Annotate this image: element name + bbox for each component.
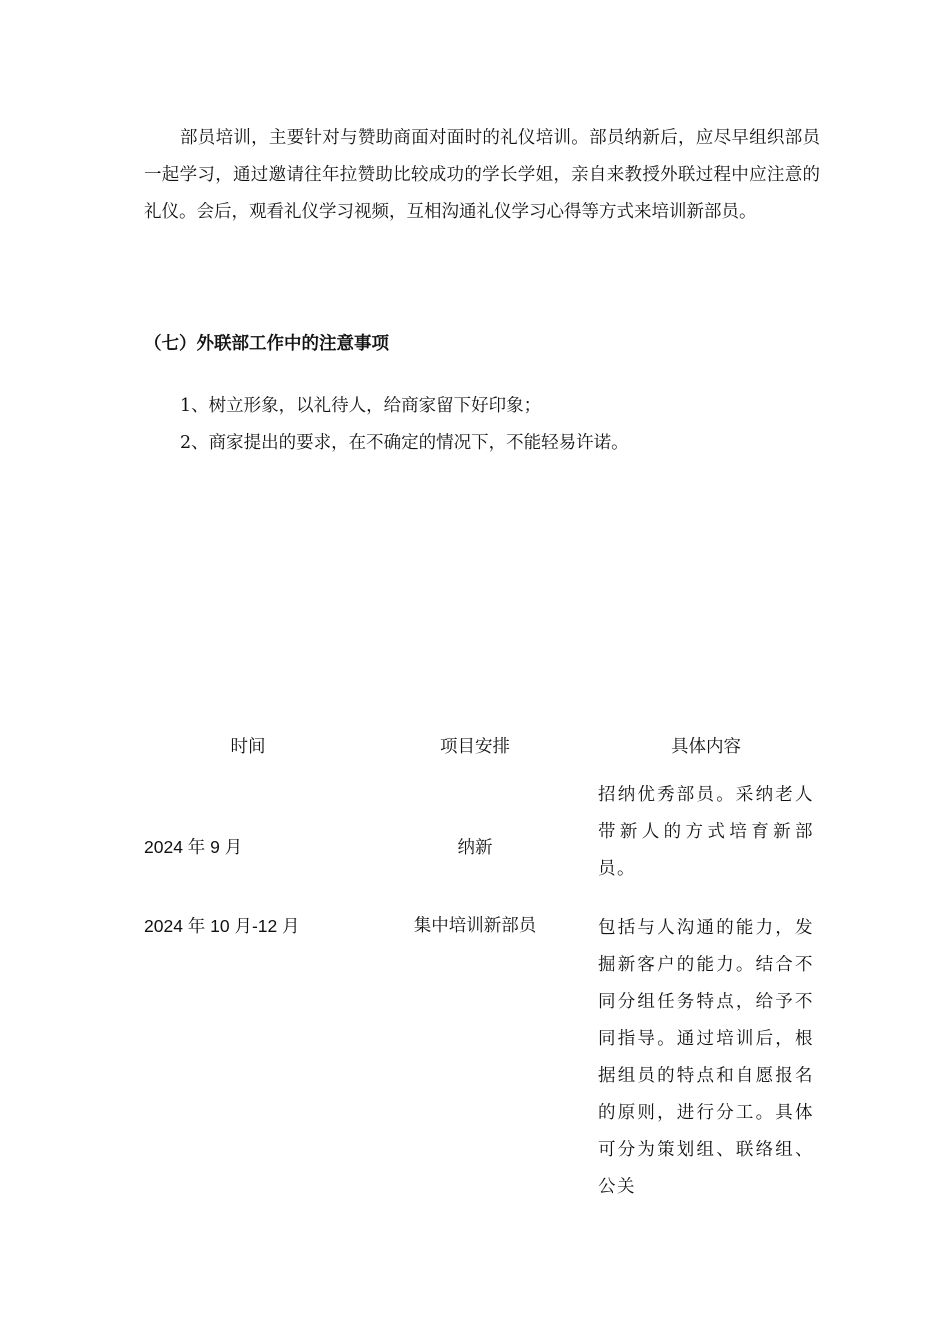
cell-content: 包括与人沟通的能力，发掘新客户的能力。结合不同分组任务特点，给予不同指导。通过培训后，根据组员的特点和自愿报名的原则，进行分工。具体可分为策划组、联络组、公关 bbox=[598, 918, 814, 1197]
header-project: 项目安排 bbox=[440, 736, 510, 757]
table-row bbox=[144, 888, 814, 1206]
list-item: 1、树立形象，以礼待人，给商家留下好印象； bbox=[180, 396, 542, 416]
table-row bbox=[144, 764, 814, 888]
cell-time: 2024 年 10 月-12 月 bbox=[144, 916, 300, 936]
list-item: 2、商家提出的要求，在不确定的情况下，不能轻易许诺。 bbox=[180, 433, 629, 453]
schedule-table bbox=[144, 726, 814, 1206]
cell-time: 2024 年 9 月 bbox=[144, 836, 243, 857]
table-header-row bbox=[144, 726, 814, 764]
training-paragraph: 部员培训，主要针对与赞助商面对面时的礼仪培训。部员纳新后，应尽早组织部员一起学习，通过邀请往年拉赞助比较成功的学长学姐，亲自来教授外联过程中应注意的礼仪。会后，观看礼仪学习视频，互相沟通礼仪学习心得等方式来培训新部员。 bbox=[144, 128, 820, 222]
cell-content: 招纳优秀部员。采纳老人带新人的方式培育新部员。 bbox=[598, 785, 814, 879]
notes-list bbox=[180, 388, 820, 462]
header-time: 时间 bbox=[230, 736, 266, 757]
cell-project: 纳新 bbox=[457, 837, 493, 858]
cell-project: 集中培训新部员 bbox=[413, 916, 537, 936]
header-content: 具体内容 bbox=[671, 736, 741, 757]
section-heading: （七）外联部工作中的注意事项 bbox=[144, 334, 389, 354]
